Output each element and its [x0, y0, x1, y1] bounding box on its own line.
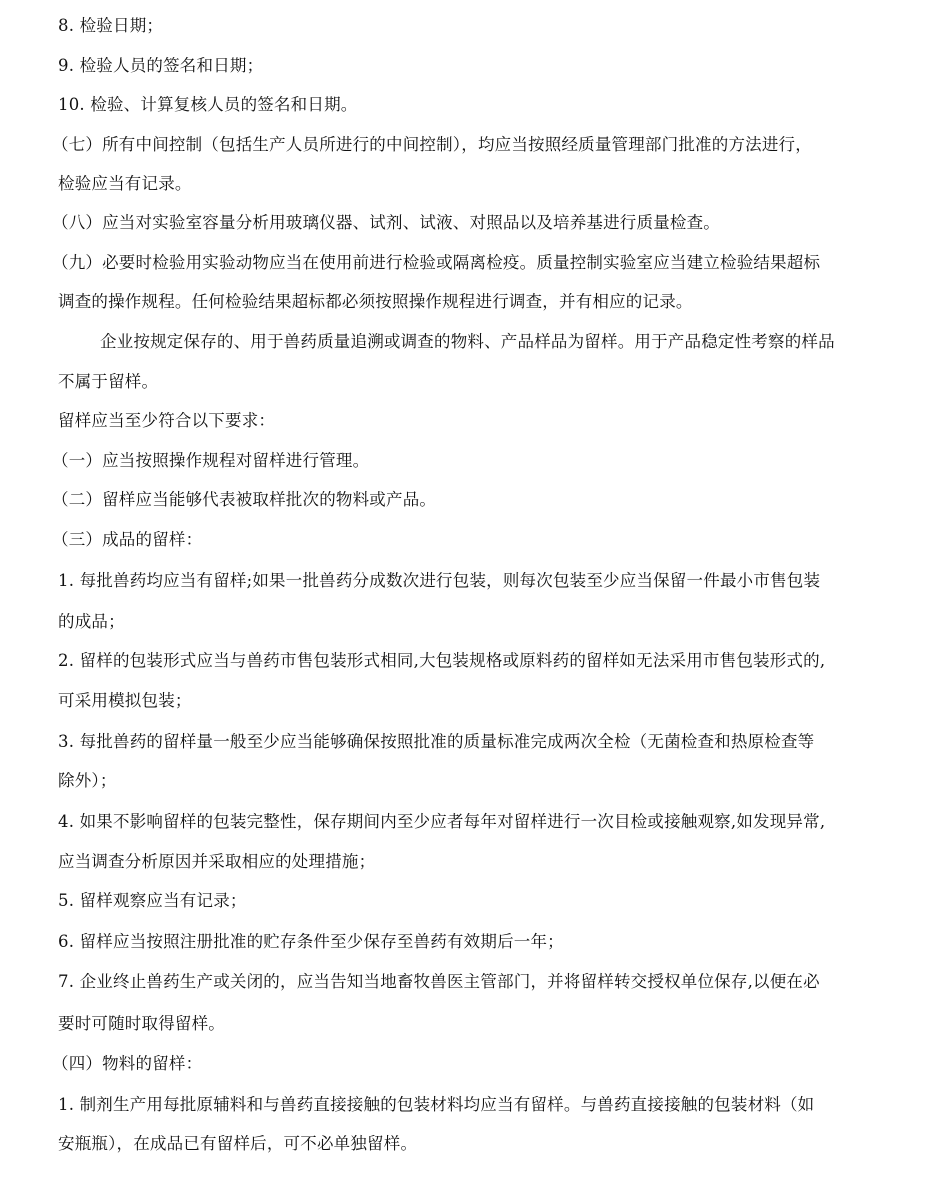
text-line: （八）应当对实验室容量分析用玻璃仪器、试剂、试液、对照品以及培养基进行质量检查。 [52, 213, 720, 232]
text-line: 2. 留样的包装形式应当与兽药市售包装形式相同,大包装规格或原料药的留样如无法采用市售包装形式的, [58, 651, 826, 670]
text-line: （四）物料的留样： [52, 1054, 203, 1073]
text-line: （九）必要时检验用实验动物应当在使用前进行检验或隔离检疫。质量控制实验室应当建立检验结果超标 [52, 253, 821, 272]
text-line: 检验应当有记录。 [58, 174, 192, 193]
text-line: 要时可随时取得留样。 [58, 1014, 225, 1033]
text-line: 安瓶瓶），在成品已有留样后，可不必单独留样。 [58, 1134, 418, 1153]
text-line: （三）成品的留样： [52, 530, 203, 549]
text-line: 留样应当至少符合以下要求： [58, 411, 276, 430]
text-line: 9. 检验人员的签名和日期； [58, 56, 264, 75]
text-line: 3. 每批兽药的留样量一般至少应当能够确保按照批准的质量标准完成两次全检（无菌检查和热原检查等 [58, 732, 815, 751]
text-line: 不属于留样。 [58, 372, 159, 391]
text-line: （七）所有中间控制（包括生产人员所进行的中间控制），均应当按照经质量管理部门批准的方法进行， [52, 135, 812, 154]
text-line: 4. 如果不影响留样的包装完整性，保存期间内至少应者每年对留样进行一次目检或接触观察,如发现异常, [58, 812, 826, 831]
text-line: 除外）； [58, 771, 117, 790]
text-line: 的成品； [58, 612, 125, 631]
text-line: 5. 留样观察应当有记录； [58, 891, 247, 910]
text-line: 1. 每批兽药均应当有留样;如果一批兽药分成数次进行包装，则每次包装至少应当保留一件最小市售包装 [58, 571, 821, 590]
text-line: 7. 企业终止兽药生产或关闭的，应当告知当地畜牧兽医主管部门，并将留样转交授权单位保存,以便在必 [58, 972, 820, 991]
text-line: 调查的操作规程。任何检验结果超标都必须按照操作规程进行调查，并有相应的记录。 [58, 292, 693, 311]
text-line: 1. 制剂生产用每批原辅料和与兽药直接接触的包装材料均应当有留样。与兽药直接接触的包装材料（如 [58, 1095, 815, 1114]
text-line: 8. 检验日期； [58, 16, 164, 35]
text-line: 企业按规定保存的、用于兽药质量追溯或调查的物料、产品样品为留样。用于产品稳定性考察的样品 [100, 332, 835, 351]
text-line: 10. 检验、计算复核人员的签名和日期。 [58, 95, 358, 114]
text-line: （二）留样应当能够代表被取样批次的物料或产品。 [52, 490, 437, 509]
text-line: 6. 留样应当按照注册批准的贮存条件至少保存至兽药有效期后一年； [58, 932, 564, 951]
text-line: 应当调查分析原因并采取相应的处理措施； [58, 852, 376, 871]
text-line: （一）应当按照操作规程对留样进行管理。 [52, 451, 370, 470]
text-line: 可采用模拟包装； [58, 691, 192, 710]
